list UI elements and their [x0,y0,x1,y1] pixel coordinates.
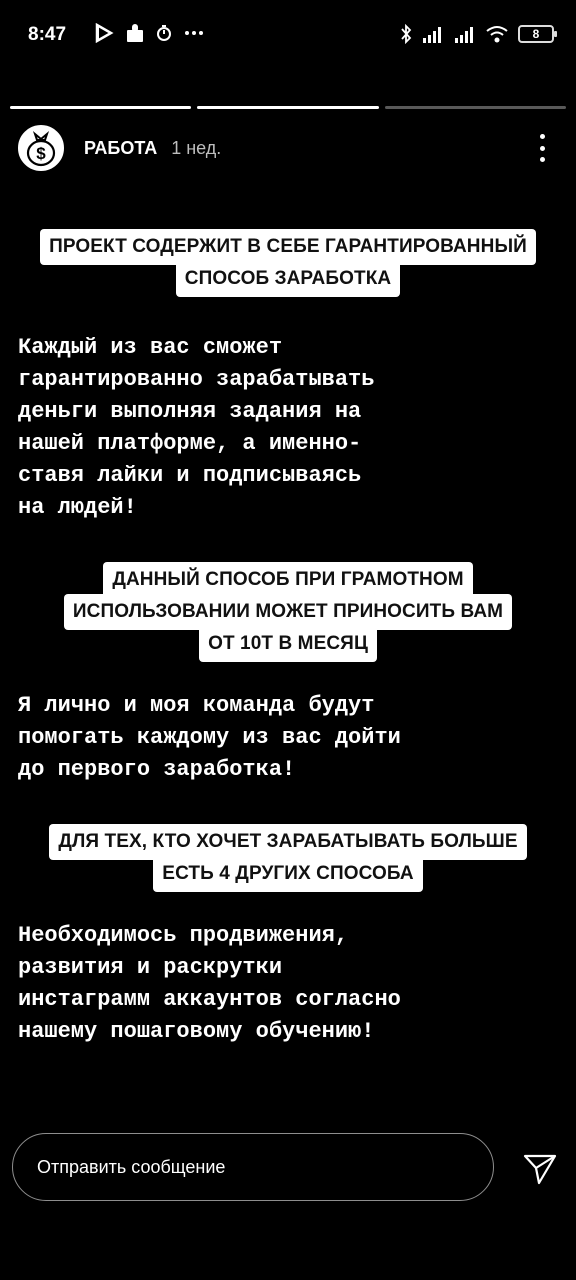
avatar[interactable] [18,125,64,171]
message-input-placeholder: Отправить сообщение [37,1156,226,1177]
system-icons [400,24,554,44]
story-segment [10,106,191,109]
more-notifications-icon [184,29,204,37]
notification-icons [94,23,204,43]
battery-level: 8 [532,27,540,41]
highlight-line: ПРОЕКТ СОДЕРЖИТ В СЕБЕ ГАРАНТИРОВАННЫЙ [41,230,535,264]
money-bag-icon [21,128,61,168]
status-time: 8:47 [28,24,67,45]
more-vertical-icon[interactable] [532,134,552,162]
story-text-3: Необходимось продвижения, развития и раскрутки инстаграмм аккаунтов согласно нашему пошаговому обучению! [18,923,401,1044]
story-header [18,124,558,172]
story-segment [197,106,378,109]
story-username[interactable]: РАБОТА [84,137,158,158]
highlight-line: СПОСОБ ЗАРАБОТКА [177,262,399,296]
highlight-line: ДЛЯ ТЕХ, КТО ХОЧЕТ ЗАРАБАТЫВАТЬ БОЛЬШЕ [50,825,525,859]
bluetooth-icon [400,24,412,44]
battery-icon [518,25,554,43]
send-icon[interactable] [522,1150,558,1186]
story-text-1: Каждый из вас сможет гарантированно зарабатывать деньги выполняя задания на нашей платформе, а именно- ставя лайки и подписываясь на людей! [18,335,375,520]
svg-text:$: $ [36,144,46,163]
video-icon [94,23,114,43]
story-text-2: Я лично и моя команда будут помогать каждому из вас дойти до первого заработка! [18,693,401,782]
status-bar [0,0,576,64]
highlight-line: ДАННЫЙ СПОСОБ ПРИ ГРАМОТНОМ [104,563,471,597]
highlight-line: ОТ 10Т В МЕСЯЦ [200,627,376,661]
timer-icon [156,24,172,42]
story-progress [10,106,566,109]
wifi-icon [486,25,508,43]
highlight-block-1 [0,230,576,294]
highlight-line: ИСПОЛЬЗОВАНИИ МОЖЕТ ПРИНОСИТЬ ВАМ [65,595,511,629]
message-input[interactable] [12,1133,494,1201]
highlight-line: ЕСТЬ 4 ДРУГИХ СПОСОБА [154,857,421,891]
signal-icon [454,25,476,43]
puzzle-icon [126,23,144,43]
signal-icon [422,25,444,43]
highlight-block-2 [0,563,576,659]
story-timestamp: 1 нед. [171,137,222,158]
highlight-block-3 [0,825,576,889]
story-segment [385,106,566,109]
